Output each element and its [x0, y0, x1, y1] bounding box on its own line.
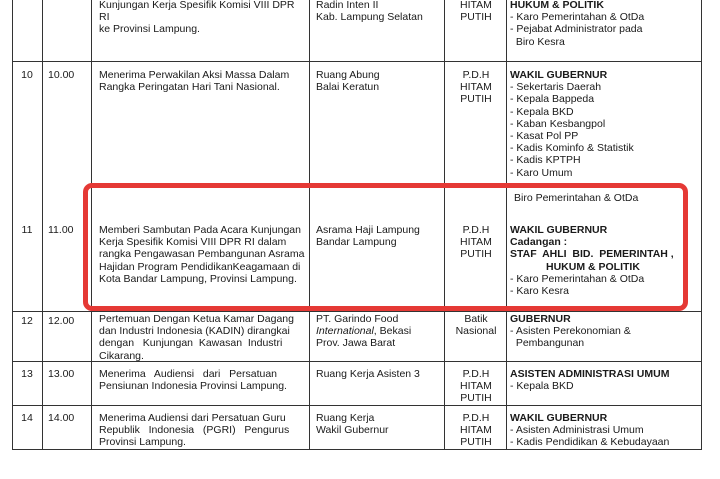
officials-title: HUKUM & POLITIK: [510, 0, 604, 11]
official-line: - Kasat Pol PP: [510, 130, 579, 143]
official-line: - Asisten Administrasi Umum: [510, 424, 644, 437]
official-line: - Kadis Pendidikan & Kebudayaan: [510, 436, 670, 449]
officials-staf-line: STAF AHLI BID. PEMERINTAH ,: [510, 248, 674, 261]
row-number: 12: [21, 315, 33, 327]
row-number: 10: [21, 69, 33, 81]
row-number: 13: [21, 368, 33, 380]
activity-line: rangka Pengawasan Pembangunan Asrama: [99, 248, 305, 261]
officials-title: WAKIL GUBERNUR: [510, 412, 608, 424]
official-line: - Kepala BKD: [510, 105, 574, 118]
row-time: 10.00: [48, 69, 75, 81]
officials-staf-line: HUKUM & POLITIK: [546, 260, 640, 273]
place-line: Ruang Abung: [316, 69, 380, 81]
dress-line: P.D.H: [462, 224, 490, 236]
official-line: - Karo Pemerintahan & OtDa: [510, 272, 645, 285]
activity-line: Kota Bandar Lampung, Provinsi Lampung.: [99, 272, 297, 285]
row-divider: [12, 311, 701, 312]
row-divider: [12, 405, 701, 406]
dress-line: Nasional: [455, 325, 497, 338]
dress-line: PUTIH: [460, 11, 492, 24]
highlight-box: [83, 183, 688, 311]
official-line: - Pejabat Administrator pada: [510, 23, 643, 36]
official-line: - Kadis KPTPH: [510, 154, 581, 167]
dress-line: PUTIH: [460, 392, 492, 405]
dress-line: HITAM: [460, 81, 492, 94]
place-line: Kab. Lampung Selatan: [316, 11, 423, 24]
place-line: Wakil Gubernur: [316, 424, 389, 437]
official-line: - Kepala Bappeda: [510, 93, 595, 106]
official-line: - Kadis Kominfo & Statistik: [510, 142, 634, 155]
official-line: - Sekertaris Daerah: [510, 81, 602, 94]
activity-line: Memberi Sambutan Pada Acara Kunjungan: [99, 224, 301, 236]
activity-line: Menerima Audiensi dari Persatuan: [99, 368, 278, 380]
dress-line: PUTIH: [460, 436, 492, 449]
row-time: 13.00: [48, 368, 75, 380]
official-line: - Karo Kesra: [510, 285, 569, 298]
officials-title: WAKIL GUBERNUR: [510, 69, 608, 81]
official-line: - Karo Pemerintahan & OtDa: [510, 11, 645, 24]
dress-line: P.D.H: [462, 412, 490, 424]
place-italic: International: [316, 325, 374, 338]
officials-title: ASISTEN ADMINISTRASI UMUM: [510, 368, 670, 380]
activity-line: Menerima Perwakilan Aksi Massa Dalam: [99, 69, 290, 81]
officials-title: GUBERNUR: [510, 313, 571, 325]
activity-line: Provinsi Lampung.: [99, 436, 186, 449]
activity-line: Pertemuan Dengan Ketua Kamar Dagang: [99, 313, 294, 325]
dress-line: P.D.H: [462, 69, 490, 81]
official-line: Biro Pemerintahan & OtDa: [514, 192, 639, 204]
activity-line: Cikarang.: [99, 349, 144, 362]
dress-line: HITAM: [460, 236, 492, 249]
column-divider: [42, 0, 43, 450]
dress-line: P.D.H: [462, 368, 490, 380]
officials-cadangan: Cadangan :: [510, 236, 568, 249]
official-line: - Asisten Perekonomian &: [510, 325, 631, 338]
official-line: - Kaban Kesbangpol: [510, 117, 606, 130]
place-line: Ruang Kerja Asisten 3: [316, 368, 420, 380]
page-bottom-margin: [0, 452, 720, 479]
activity-line: Kerja Spesifik Komisi VIII DPR RI dalam: [99, 236, 287, 249]
place-line: Ruang Kerja: [316, 412, 375, 424]
dress-line: PUTIH: [460, 248, 492, 261]
activity-line: ke Provinsi Lampung.: [99, 23, 200, 36]
activity-line: Hajidan Program PendidikanKeagamaan di: [99, 260, 301, 273]
place-text: , Bekasi: [373, 325, 412, 338]
row-time: 14.00: [48, 412, 75, 424]
dress-line: HITAM: [460, 0, 492, 11]
activity-line: dan Industri Indonesia (KADIN) dirangkai: [99, 325, 290, 338]
dress-line: PUTIH: [460, 93, 492, 106]
official-line: Pembangunan: [510, 337, 585, 350]
place-line: Bandar Lampung: [316, 236, 397, 249]
row-time: 12.00: [48, 315, 75, 327]
officials-title: WAKIL GUBERNUR: [510, 224, 608, 236]
row-divider: [12, 61, 701, 62]
activity-line: Kunjungan Kerja Spesifik Komisi VIII DPR RI: [99, 0, 295, 24]
place-line: Radin Inten II: [316, 0, 379, 11]
dress-line: HITAM: [460, 380, 492, 393]
place-line: Asrama Haji Lampung: [316, 224, 420, 236]
row-time: 11.00: [48, 224, 74, 236]
place-line: Balai Keratun: [316, 81, 380, 94]
place-italic: PT. Garindo Food: [316, 313, 399, 325]
activity-line: Menerima Audiensi dari Persatuan Guru: [99, 412, 286, 424]
activity-line: Pensiunan Indonesia Provinsi Lampung.: [99, 380, 287, 393]
official-line: - Karo Umum: [510, 166, 573, 179]
place-line: Prov. Jawa Barat: [316, 337, 396, 350]
row-number: 11: [21, 224, 33, 236]
row-divider: [12, 449, 701, 450]
activity-line: dengan Kunjungan Kawasan Industri: [99, 337, 283, 350]
activity-line: Republik Indonesia (PGRI) Pengurus: [99, 424, 290, 437]
place-line: [316, 313, 441, 325]
table-border-left: [12, 0, 13, 450]
row-number: 14: [21, 412, 33, 424]
dress-line: Batik: [464, 313, 488, 325]
official-line: - Kepala BKD: [510, 380, 574, 393]
official-line: Biro Kesra: [510, 35, 565, 48]
dress-line: HITAM: [460, 424, 492, 437]
activity-line: Rangka Peringatan Hari Tani Nasional.: [99, 81, 280, 94]
